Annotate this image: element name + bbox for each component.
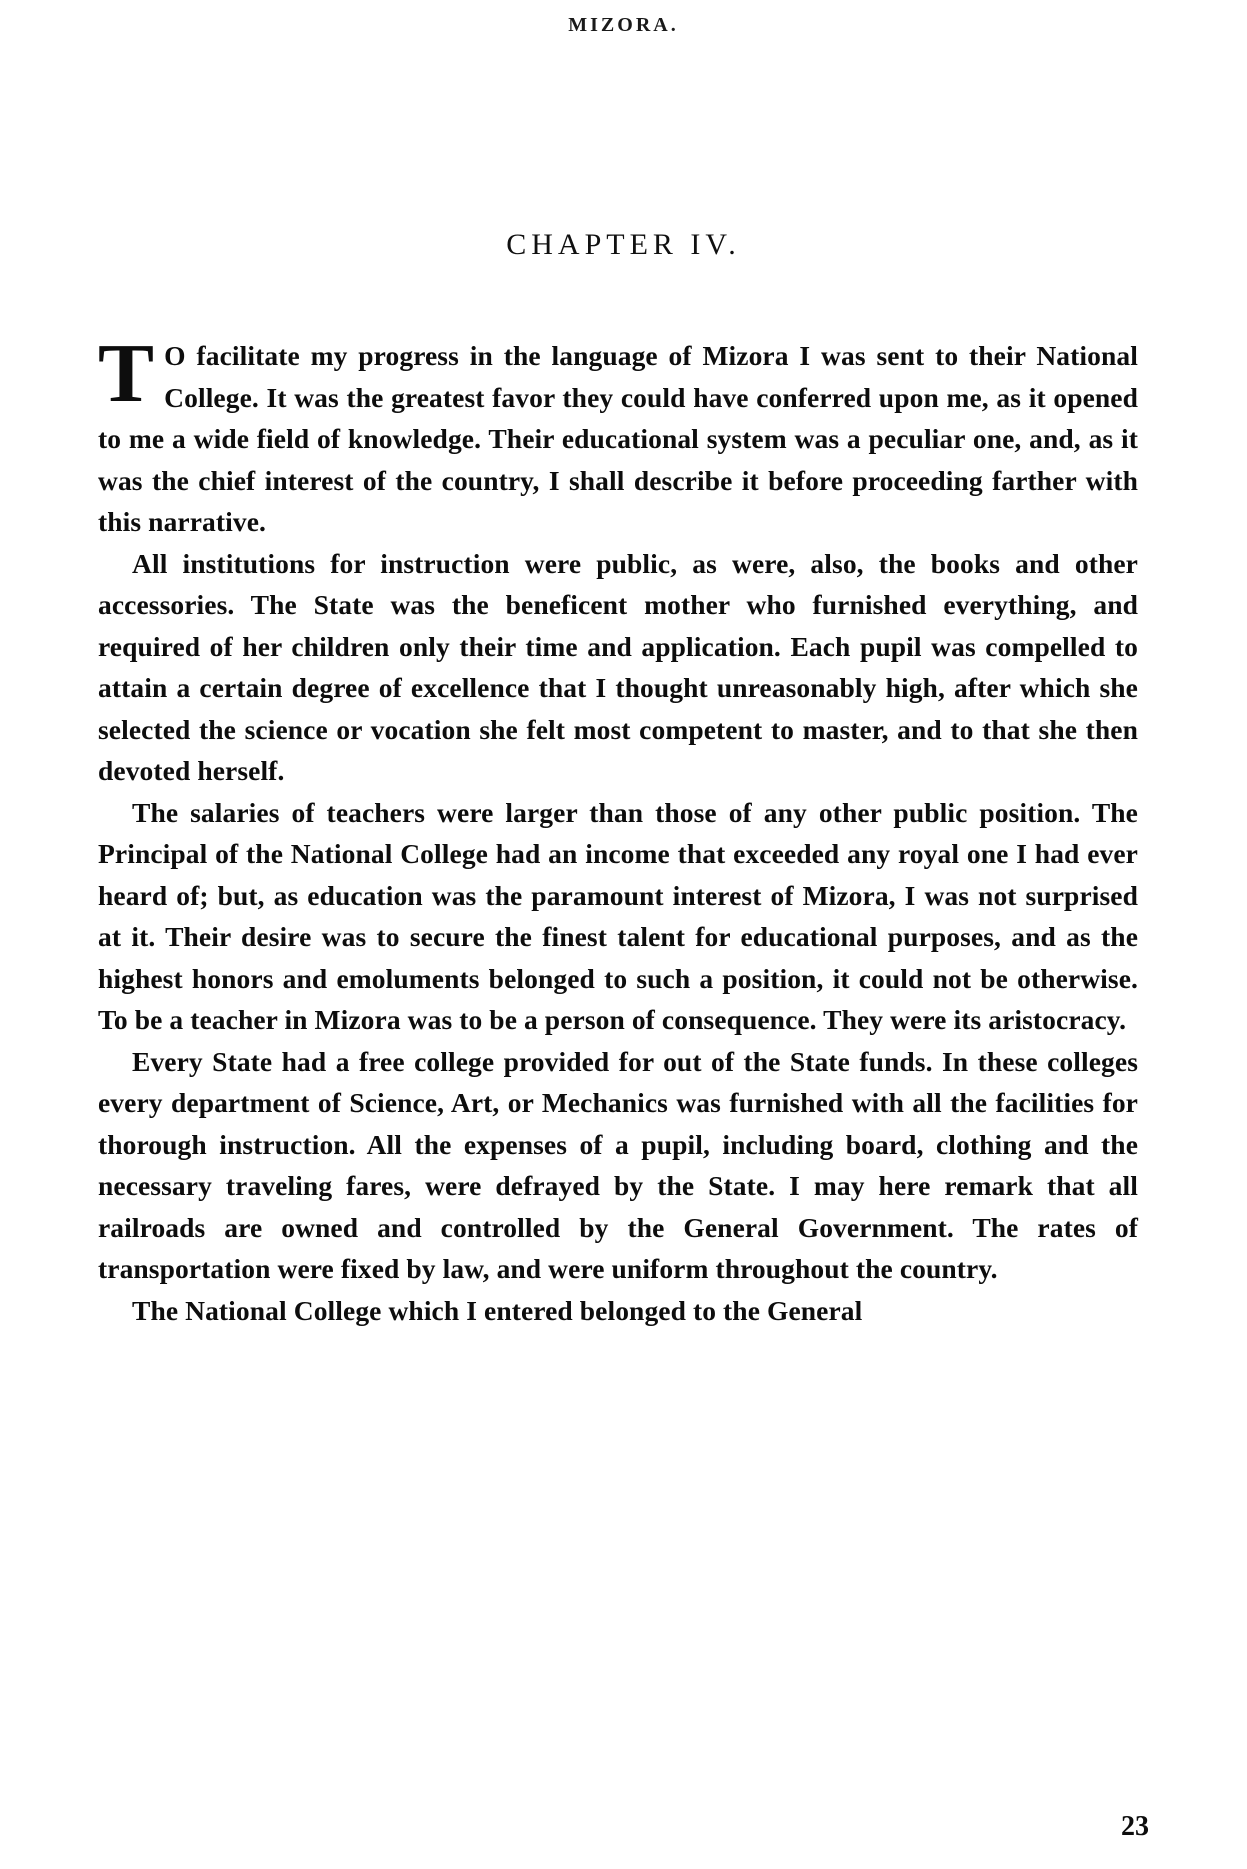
paragraph-5: The National College which I entered belonged to the General — [132, 1294, 863, 1326]
paragraph-4: Every State had a free college provided for out of the State funds. In these colleges every department of Science, Art, or Mechanics was furnished with all the facilities for thorough instruction. All the expenses of a pupil, including board, clothing and the necessary traveling fares, were defrayed by the State. I may here remark that all railroads are owned and controlled by the General Government. The rates of transportation were fixed by law, and were uniform throughout the country. — [98, 1045, 1138, 1284]
paragraph-1-lead: O — [164, 340, 186, 371]
page-number: 23 — [1121, 1811, 1149, 1842]
paragraph-2: All institutions for instruction were public, as were, also, the books and other accessories. The State was the beneficent mother who furnished everything, and required of her children only their time and application. Each pupil was compelled to attain a certain degree of excellence that I thought unreasonably high, after which she selected the science or vocation she felt most competent to master, and to that she then devoted herself. — [98, 547, 1138, 786]
paragraph-3: The salaries of teachers were larger than those of any other public position. The Principal of the National College had an income that exceeded any royal one I had ever heard of; but, as education was the paramount interest of Mizora, I was not surprised at it. Their desire was to secure the finest talent for educational purposes, and as the highest honors and emoluments belonged to such a position, it could not be otherwise. To be a teacher in Mizora was to be a person of consequence. They were its aristocracy. — [98, 796, 1138, 1035]
paragraph-1 — [98, 327, 1138, 543]
body-text — [98, 327, 1138, 1331]
paragraph-1-text: facilitate my progress in the language of Mizora I was sent to their National College. It was the greatest favor they could have conferred upon me, as it opened to me a wide field of knowledge. Their educational system was a peculiar one, and, as it was the chief interest of the country, I shall describe it before proceeding farther with this narrative. — [98, 340, 1138, 537]
running-head: MIZORA. — [568, 14, 679, 36]
chapter-title: CHAPTER IV. — [506, 228, 741, 261]
drop-cap: T — [98, 327, 155, 420]
